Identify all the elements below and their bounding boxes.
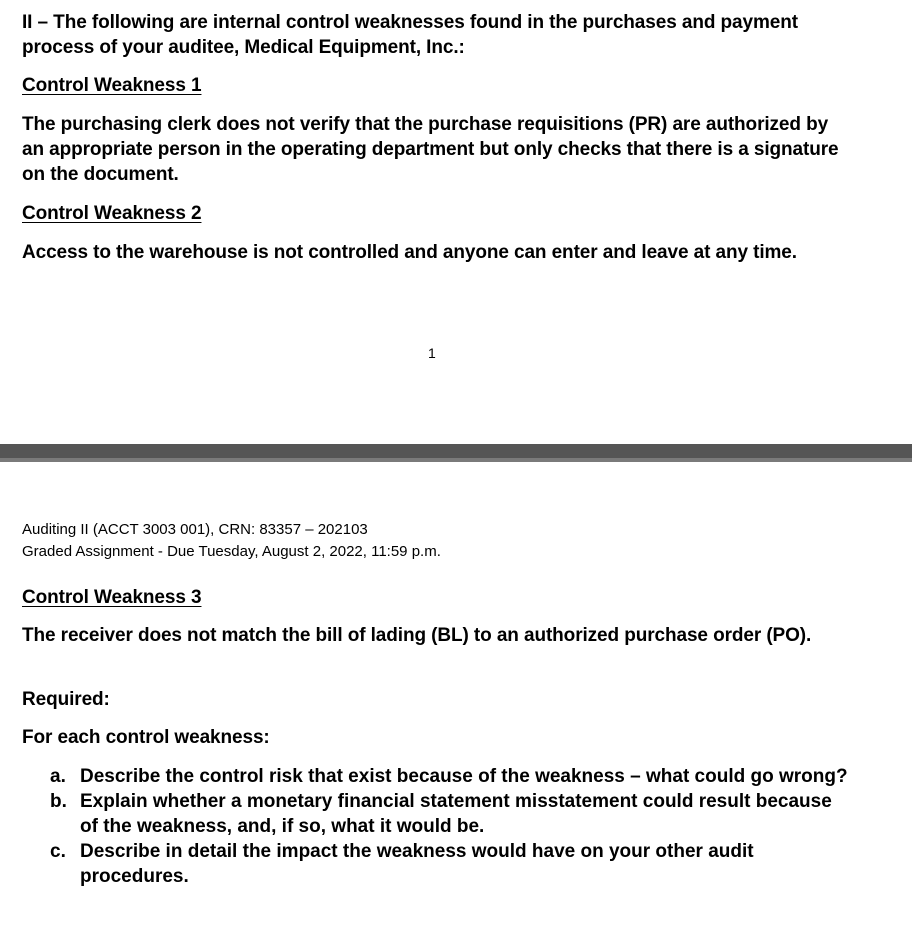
course-header: Auditing II (ACCT 3003 001), CRN: 83357 – 202103 [22, 521, 368, 538]
document-page-1 [0, 0, 912, 444]
list-item-text: Describe in detail the impact the weakness would have on your other audit procedures. [80, 841, 754, 887]
control-weakness-1-text: The purchasing clerk does not verify that the purchase requisitions (PR) are authorized by an appropriate person in the operating department but only checks that there is a signature on the document. [22, 114, 839, 185]
list-item-text: Describe the control risk that exist because of the weakness – what could go wrong? [80, 766, 848, 787]
required-label: Required: [22, 689, 110, 710]
control-weakness-3-heading: Control Weakness 3 [22, 587, 202, 608]
list-item [50, 789, 850, 839]
list-item [50, 764, 850, 789]
control-weakness-1-heading: Control Weakness 1 [22, 75, 202, 96]
page-number: 1 [428, 345, 436, 361]
intro-paragraph: II – The following are internal control weaknesses found in the purchases and payment process of your auditee, Medical Equipment, Inc.: [22, 12, 798, 58]
list-marker: a. [50, 766, 66, 787]
document-page-2 [0, 462, 912, 948]
due-date-header: Graded Assignment - Due Tuesday, August 2, 2022, 11:59 p.m. [22, 543, 441, 560]
list-marker: c. [50, 841, 66, 862]
page-break-divider [0, 444, 912, 462]
control-weakness-2-heading: Control Weakness 2 [22, 203, 202, 224]
for-each-label: For each control weakness: [22, 727, 270, 748]
requirements-list [50, 764, 850, 889]
list-item-text: Explain whether a monetary financial statement misstatement could result because of the weakness, and, if so, what it would be. [80, 791, 832, 837]
control-weakness-3-text: The receiver does not match the bill of lading (BL) to an authorized purchase order (PO). [22, 625, 812, 646]
control-weakness-2-text: Access to the warehouse is not controlled and anyone can enter and leave at any time. [22, 242, 797, 263]
list-item [50, 839, 850, 889]
list-marker: b. [50, 791, 67, 812]
